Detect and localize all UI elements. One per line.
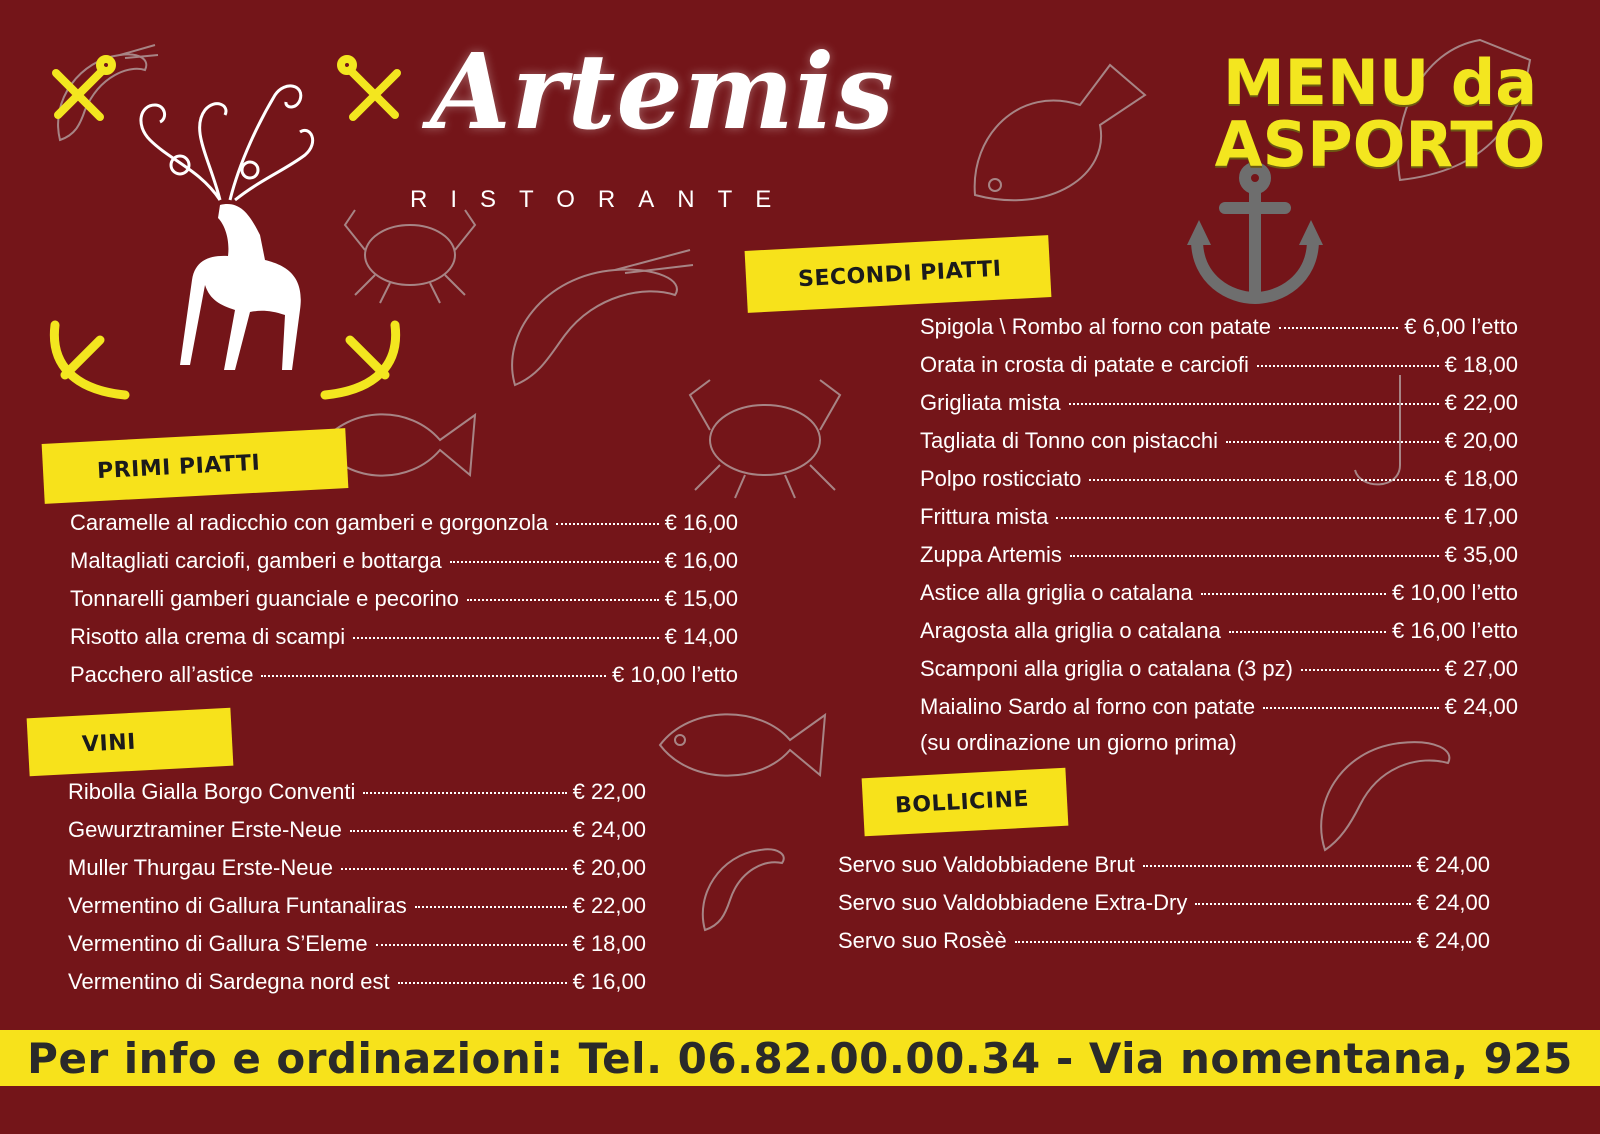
list-item: Astice alla griglia o catalana € 10,00 l’etto [920, 580, 1518, 605]
list-item: Vermentino di Sardegna nord est € 16,00 [68, 969, 646, 994]
list-item: Servo suo Valdobbiadene Brut € 24,00 [838, 852, 1490, 877]
primi-banner [44, 430, 347, 502]
shrimp-icon [495, 245, 695, 395]
list-item: Frittura mista € 17,00 [920, 504, 1518, 529]
bollicine-title: BOLLICINE [894, 786, 1030, 819]
takeaway-title: MENU da ASPORTO [1214, 46, 1546, 181]
list-item: Vermentino di Gallura Funtanaliras € 22,00 [68, 893, 646, 918]
list-item: Polpo rosticciato € 18,00 [920, 466, 1518, 491]
crab-icon [685, 370, 845, 500]
anchor-icon [1185, 160, 1325, 310]
list-item: Scamponi alla griglia o catalana (3 pz) € 27,00 [920, 656, 1518, 681]
vini-list [68, 779, 646, 1007]
bollicine-list [838, 852, 1490, 966]
list-item: Zuppa Artemis € 35,00 [920, 542, 1518, 567]
list-item: Maialino Sardo al forno con patate € 24,00 [920, 694, 1518, 719]
shrimp-icon [1300, 725, 1460, 855]
list-item: Orata in crosta di patate e carciofi € 18,00 [920, 352, 1518, 377]
list-item: Aragosta alla griglia o catalana € 16,00 l’etto [920, 618, 1518, 643]
fish-icon [650, 700, 830, 790]
list-item: Maltagliati carciofi, gamberi e bottarga € 16,00 [70, 548, 738, 573]
list-item: Servo suo Rosèè € 24,00 [838, 928, 1490, 953]
list-item: Vermentino di Gallura S’Eleme € 18,00 [68, 931, 646, 956]
vini-title: VINI [81, 729, 137, 757]
footer-contact-bar [0, 1030, 1600, 1086]
fish-icon [960, 45, 1150, 225]
list-item: Tonnarelli gamberi guanciale e pecorino € 15,00 [70, 586, 738, 611]
list-item: Muller Thurgau Erste-Neue € 20,00 [68, 855, 646, 880]
list-item: Grigliata mista € 22,00 [920, 390, 1518, 415]
list-item: Spigola \ Rombo al forno con patate € 6,00 l’etto [920, 314, 1518, 339]
brand-name: Artemis [430, 30, 895, 153]
bollicine-banner [864, 770, 1067, 834]
brand-subtitle: RISTORANTE [410, 186, 795, 213]
secondi-title: SECONDI PIATTI [797, 256, 1003, 292]
anchor-icon [48, 55, 118, 125]
primi-title: PRIMI PIATTI [96, 450, 261, 484]
footer-contact-text: Per info e ordinazioni: Tel. 06.82.00.00.34 - Via nomentana, 925 [27, 1033, 1573, 1083]
list-item: Risotto alla crema di scampi € 14,00 [70, 624, 738, 649]
primi-list [70, 510, 738, 700]
deer-logo-icon [110, 60, 340, 380]
list-item: Tagliata di Tonno con pistacchi € 20,00 [920, 428, 1518, 453]
secondi-list [920, 314, 1518, 732]
list-item: Caramelle al radicchio con gamberi e gorgonzola € 16,00 [70, 510, 738, 535]
secondi-note: (su ordinazione un giorno prima) [920, 730, 1237, 755]
list-item: Servo suo Valdobbiadene Extra-Dry € 24,00 [838, 890, 1490, 915]
secondi-banner [747, 237, 1050, 311]
list-item: Pacchero all’astice € 10,00 l’etto [70, 662, 738, 687]
shrimp-icon [690, 835, 790, 935]
list-item: Ribolla Gialla Borgo Conventi € 22,00 [68, 779, 646, 804]
vini-banner [29, 710, 232, 774]
anchor-icon [335, 55, 405, 125]
list-item: Gewurztraminer Erste-Neue € 24,00 [68, 817, 646, 842]
